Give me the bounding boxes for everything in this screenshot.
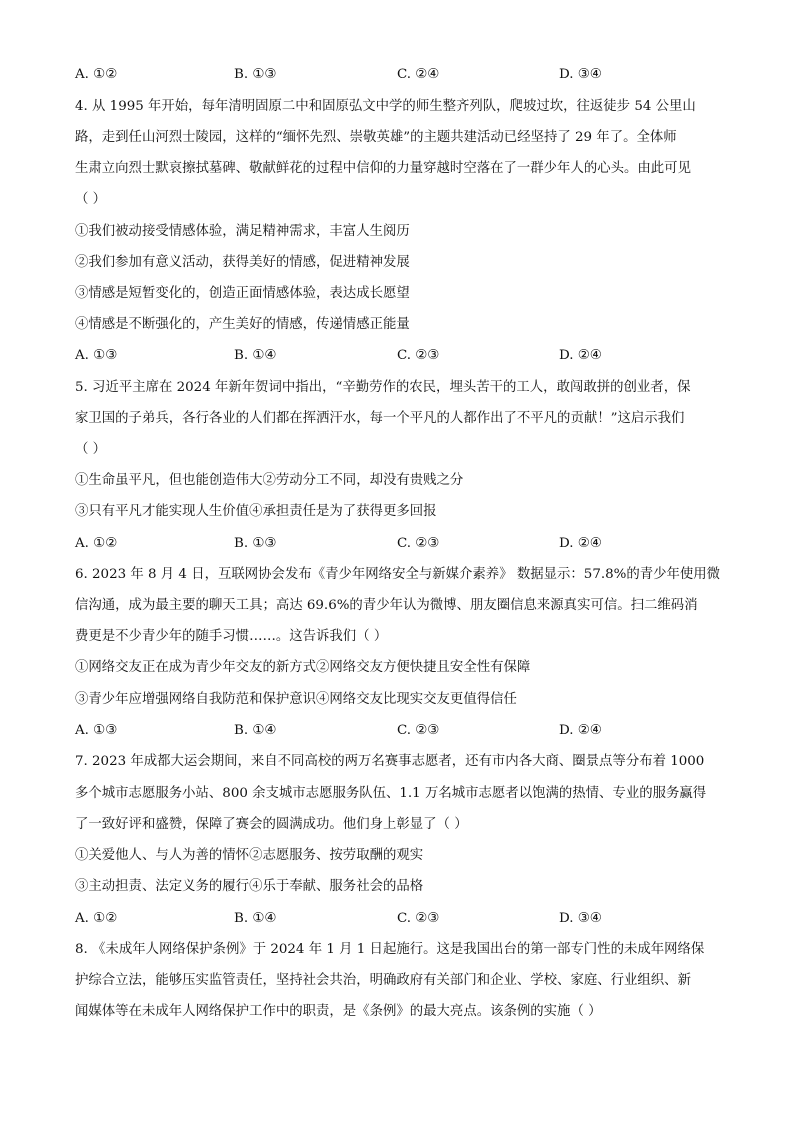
q6-statement: ①网络交友正在成为青少年交友的新方式②网络交友方便快捷且安全性有保障	[75, 660, 531, 675]
q6-statement: ③青少年应增强网络自我防范和保护意识④网络交友比现实交友更值得信任	[75, 692, 517, 707]
q6-option-c[interactable]: C. ②③	[397, 723, 440, 738]
q4-statement: ④情感是不断强化的，产生美好的情感，传递情感正能量	[75, 317, 410, 332]
q7-option-b[interactable]: B. ①④	[234, 911, 277, 926]
q3-options	[75, 66, 723, 84]
q7-option-c[interactable]: C. ②③	[397, 911, 440, 926]
q3-option-a[interactable]: A. ①②	[75, 67, 118, 82]
q5-statement: ①生命虽平凡，但也能创造伟大②劳动分工不同，却没有贵贱之分	[75, 473, 464, 488]
q5-answer-blank: （ ）	[75, 442, 107, 457]
q4-stem-line: 路，走到任山河烈士陵园，这样的“缅怀先烈、崇敬英雄”的主题共建活动已经坚持了 29 年了。全体师	[75, 130, 677, 145]
q7-option-d[interactable]: D. ③④	[559, 911, 602, 926]
q4-statement: ③情感是短暂变化的，创造正面情感体验，表达成长愿望	[75, 286, 410, 301]
q5-stem-line: 家卫国的子弟兵，各行各业的人们都在挥洒汗水，每一个平凡的人都作出了不平凡的贡献！”这启示我们	[75, 411, 685, 426]
q7-stem-line: 7. 2023 年成都大运会期间，来自不同高校的两万名赛事志愿者，还有市内各大商、圈景点等分布着 1000	[75, 754, 705, 769]
q4-statement: ①我们被动接受情感体验，满足精神需求，丰富人生阅历	[75, 224, 410, 239]
q4-stem-line: 生肃立向烈士默哀擦拭墓碑、敬献鲜花的过程中信仰的力量穿越时空落在了一群少年人的心头。由此可见	[75, 161, 691, 176]
q7-options	[75, 910, 723, 928]
q5-option-a[interactable]: A. ①②	[75, 536, 118, 551]
q6-option-b[interactable]: B. ①④	[234, 723, 277, 738]
q6-option-a[interactable]: A. ①③	[75, 723, 118, 738]
q4-option-d[interactable]: D. ②④	[559, 348, 602, 363]
q5-options	[75, 535, 723, 553]
q4-option-c[interactable]: C. ②③	[397, 348, 440, 363]
q3-option-c[interactable]: C. ②④	[397, 67, 440, 82]
q5-stem-line: 5. 习近平主席在 2024 年新年贺词中指出，“辛勤劳作的农民，埋头苦干的工人，敢闯敢拼的创业者，保	[75, 380, 691, 395]
q8-stem-line: 护综合立法，能够压实监管责任，坚持社会共治，明确政府有关部门和企业、学校、家庭、行业组织、新	[75, 973, 691, 988]
q6-options	[75, 722, 723, 740]
q4-answer-blank: （ ）	[75, 192, 107, 207]
q3-option-d[interactable]: D. ③④	[559, 67, 602, 82]
q4-option-a[interactable]: A. ①③	[75, 348, 118, 363]
q5-option-b[interactable]: B. ①③	[234, 536, 277, 551]
q7-statement: ①关爱他人、与人为善的情怀②志愿服务、按劳取酬的观实	[75, 848, 424, 863]
q7-statement: ③主动担责、法定义务的履行④乐于奉献、服务社会的品格	[75, 879, 424, 894]
q7-stem-line: 了一致好评和盛赞，保障了赛会的圆满成功。他们身上彰显了（ ）	[75, 817, 468, 832]
q5-statement: ③只有平凡才能实现人生价值④承担责任是为了获得更多回报	[75, 504, 437, 519]
q8-stem-line: 闻媒体等在未成年人网络保护工作中的职责，是《条例》的最大亮点。该条例的实施（ ）	[75, 1004, 602, 1019]
q6-option-d[interactable]: D. ②④	[559, 723, 602, 738]
q4-stem-line: 4. 从 1995 年开始，每年清明固原二中和固原弘文中学的师生整齐列队，爬坡过坎，往返徒步 54 公里山	[75, 99, 696, 114]
q4-statement: ②我们参加有意义活动，获得美好的情感，促进精神发展	[75, 255, 410, 270]
q6-stem-line: 费更是不少青少年的随手习惯……。这告诉我们（ ）	[75, 629, 388, 644]
q7-option-a[interactable]: A. ①②	[75, 911, 118, 926]
q6-stem-line: 6. 2023 年 8 月 4 日，互联网协会发布《青少年网络安全与新媒介素养》 数据显示：57.8%的青少年使用微	[75, 567, 721, 582]
q4-options	[75, 347, 723, 365]
q3-option-b[interactable]: B. ①③	[234, 67, 277, 82]
q8-stem-line: 8. 《未成年人网络保护条例》于 2024 年 1 月 1 日起施行。这是我国出台的第一部专门性的未成年网络保	[75, 942, 705, 957]
q7-stem-line: 多个城市志愿服务小站、800 余支城市志愿服务队伍、1.1 万名城市志愿者以饱满的热情、专业的服务赢得	[75, 786, 707, 801]
q5-option-d[interactable]: D. ②④	[559, 536, 602, 551]
q4-option-b[interactable]: B. ①④	[234, 348, 277, 363]
q5-option-c[interactable]: C. ②③	[397, 536, 440, 551]
q6-stem-line: 信沟通，成为最主要的聊天工具；高达 69.6%的青少年认为微博、朋友圈信息来源真实可信。扫二维码消	[75, 598, 698, 613]
